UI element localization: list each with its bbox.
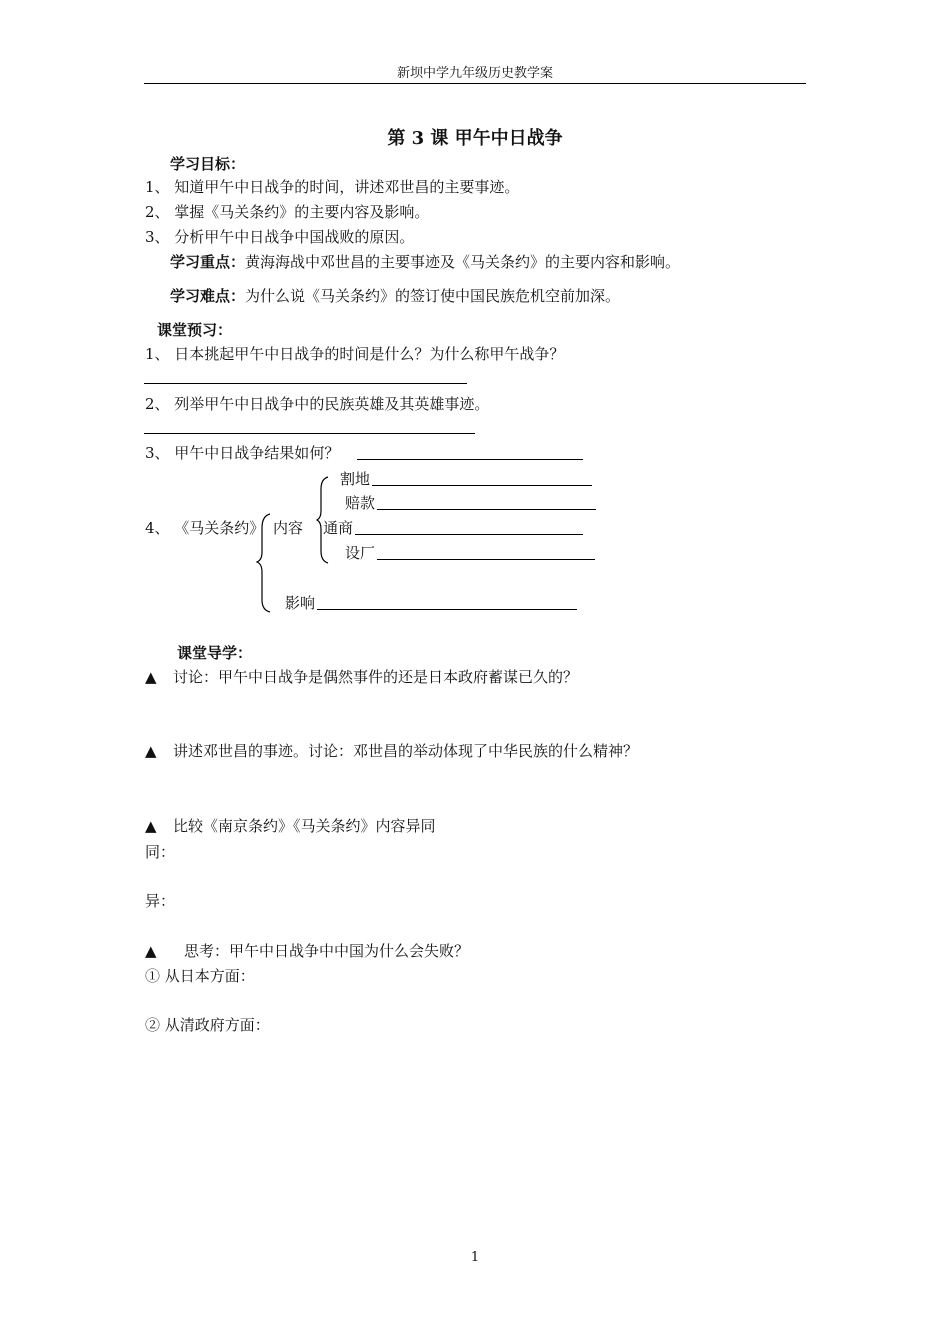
key-point [170,253,680,271]
objective-1: 1、 知道甲午中日战争的时间，讲述邓世昌的主要事迹。 [145,178,520,196]
item-indemnity: 赔款 [345,494,376,512]
answer-line-trade[interactable] [355,534,583,535]
page-number: 1 [470,1250,480,1265]
answer-line-factory[interactable] [377,559,595,560]
answer-line-influence[interactable] [317,609,577,610]
answer-line-q3[interactable] [357,459,583,460]
item-cession: 割地 [340,470,371,488]
triangle-bullet-icon: ▲ [145,668,157,686]
objective-2: 2、 掌握《马关条约》的主要内容及影响。 [145,203,430,221]
item-trade: 通商 [323,519,354,537]
guide-heading: 课堂导学： [177,644,253,662]
difficulty [170,287,620,305]
discussion-2-text: 讲述邓世昌的事迹。讨论：邓世昌的举动体现了中华民族的什么精神？ [173,742,639,760]
triangle-bullet-icon: ▲ [145,742,157,760]
discussion-3-text: 比较《南京条约》《马关条约》内容异同 [173,817,436,835]
answer-line-q1[interactable] [144,383,467,384]
lesson-title: 第 3 课 甲午中日战争 [387,128,563,149]
difficulty-text: 为什么说《马关条约》的签订使中国民族危机空前加深。 [245,287,621,305]
objective-3: 3、 分析甲午中日战争中国战败的原因。 [145,228,415,246]
think-question [145,942,469,960]
objectives-heading: 学习目标： [170,155,246,173]
preview-q4-label: 4、 《马关条约》 [145,519,265,537]
answer-line-q2[interactable] [144,433,475,434]
same-label: 同： [145,843,176,861]
item-factory: 设厂 [345,544,376,562]
page-header: 新坝中学九年级历史教学案 [396,66,553,81]
preview-q3: 3、 甲午中日战争结果如何？ [145,444,340,462]
key-point-label: 学习重点： [170,253,246,271]
answer-line-indemnity[interactable] [377,509,596,510]
key-point-text: 黄海海战中邓世昌的主要事迹及《马关条约》的主要内容和影响。 [245,253,681,271]
triangle-bullet-icon: ▲ [145,942,157,960]
answer-line-cession[interactable] [372,485,592,486]
preview-q4-content: 内容 [273,519,304,537]
header-rule [144,83,806,84]
preview-q2: 2、 列举甲午中日战争中的民族英雄及其英雄事迹。 [145,395,490,413]
difference-label: 异： [145,892,176,910]
reason-qing: ② 从清政府方面： [145,1016,270,1034]
discussion-1 [145,668,578,686]
preview-q1: 1、 日本挑起甲午中日战争的时间是什么？为什么称甲午战争？ [145,345,565,363]
difficulty-label: 学习难点： [170,287,246,305]
reason-japan: ① 从日本方面： [145,967,255,985]
discussion-2 [145,742,638,760]
item-influence: 影响 [285,594,316,612]
think-question-text: 思考：甲午中日战争中中国为什么会失败？ [184,942,470,960]
preview-heading: 课堂预习： [157,321,233,339]
discussion-1-text: 讨论：甲午中日战争是偶然事件的还是日本政府蓄谋已久的？ [173,668,579,686]
triangle-bullet-icon: ▲ [145,817,157,835]
discussion-3 [145,817,436,835]
